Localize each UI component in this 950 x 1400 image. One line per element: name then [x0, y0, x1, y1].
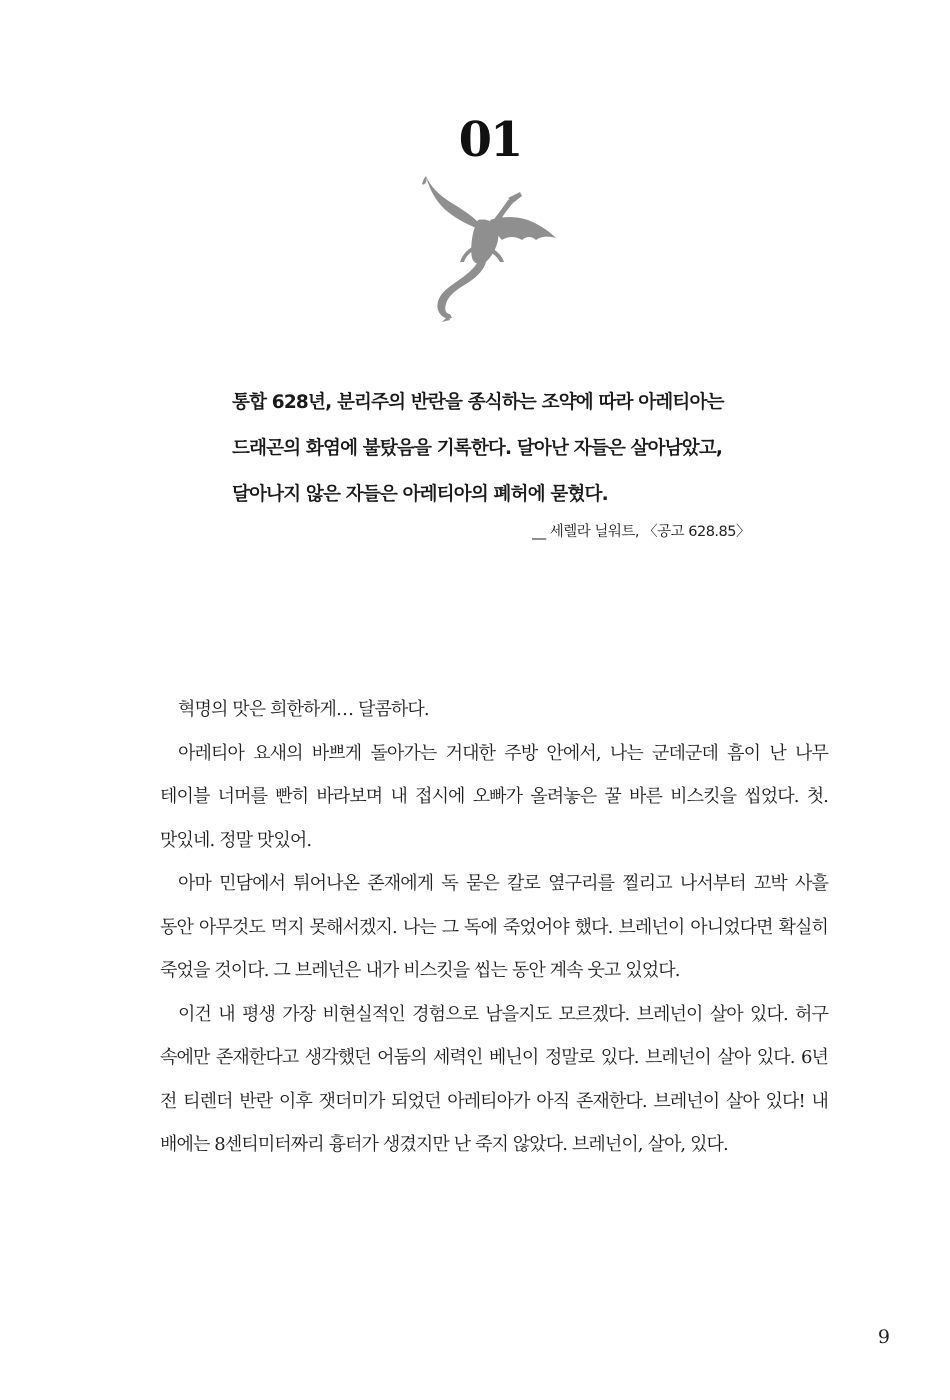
paragraph: 혁명의 맛은 희한하게… 달콤하다. [178, 699, 429, 720]
paragraph: 아레티아 요새의 바쁘게 돌아가는 거대한 주방 안에서, 나는 군데군데 흠이 난 나무 테이블 너머를 빤히 바라보며 내 접시에 오빠가 올려놓은 꿀 바른 비스킷을 씹었다. 첫. 맛있네. 정말 맛있어. [160, 742, 828, 851]
epigraph-line: 달아나지 않은 자들은 아레티아의 폐허에 묻혔다. [232, 484, 608, 505]
paragraph: 아마 민담에서 튀어나온 존재에게 독 묻은 칼로 옆구리를 찔리고 나서부터 꼬박 사흘 동안 아무것도 먹지 못해서겠지. 나는 그 독에 죽었어야 했다. 브레넌이 아니었다면 확실히 죽었을 것이다. 그 브레넌은 내가 비스킷을 씹는 동안 계속 웃고 있었다. [160, 873, 828, 981]
dragon-icon [408, 170, 568, 330]
epigraph-line: 드래곤의 화염에 불탔음을 기록한다. 달아난 자들은 살아남았고, [232, 438, 723, 459]
page-number: 9 [877, 1326, 890, 1348]
epigraph-attribution: __ 세렐라 닐워트, 〈공고 628.85〉 [532, 524, 750, 540]
body-text [160, 688, 828, 1167]
epigraph [232, 380, 762, 518]
epigraph-line: 통합 628년, 분리주의 반란을 종식하는 조약에 따라 아레티아는 [232, 392, 724, 413]
chapter-number: 01 [458, 112, 522, 168]
paragraph: 이건 내 평생 가장 비현실적인 경험으로 남을지도 모르겠다. 브레넌이 살아 있다. 허구 속에만 존재한다고 생각했던 어둠의 세력인 베닌이 정말로 있다. 브레넌이 살아 있다. 6년 전 티렌더 반란 이후 잿더미가 되었던 아레티아가 아직 존재한다. 브레넌이 살아 있다! 내 배에는 8센티미터짜리 흉터가 생겼지만 난 죽지 않았다. 브레넌이, 살아, 있다. [160, 1003, 828, 1155]
